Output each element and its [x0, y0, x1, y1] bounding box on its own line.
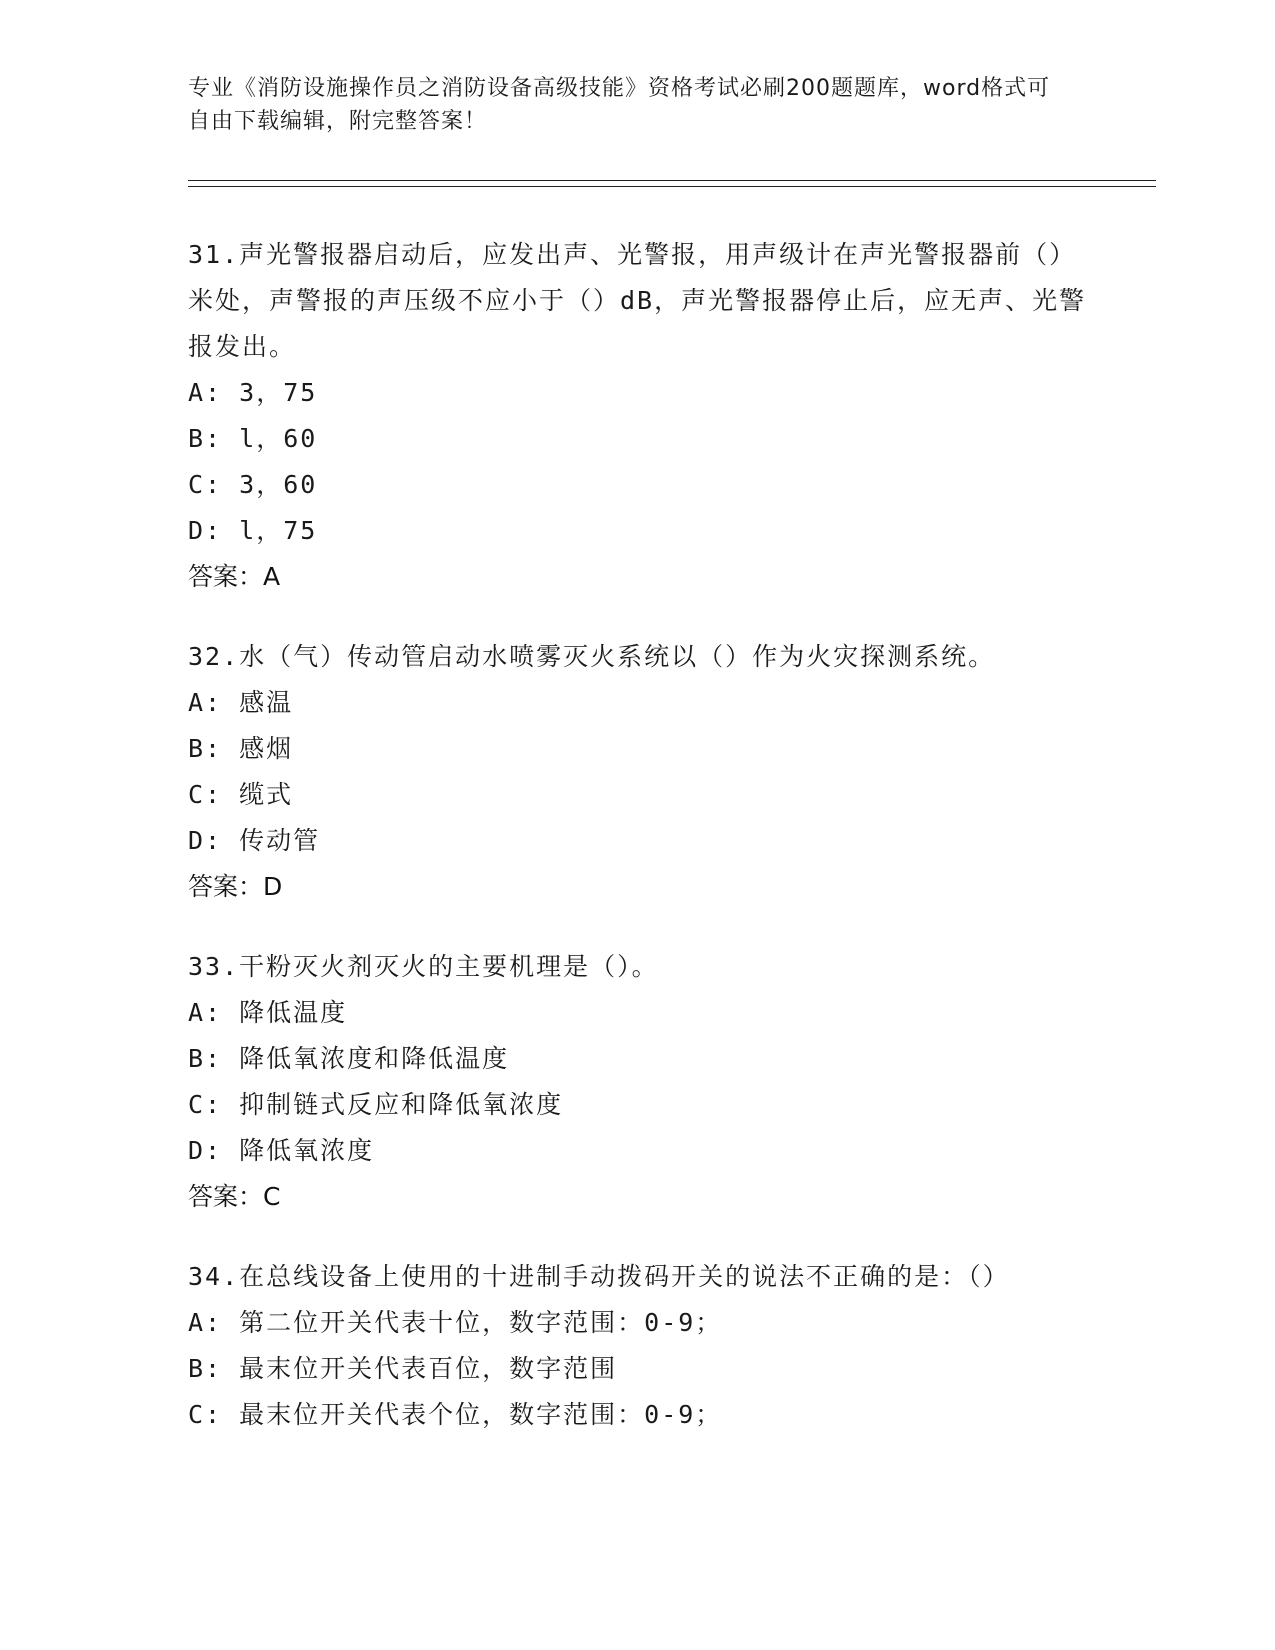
header-divider: [188, 180, 1156, 187]
option-d: D: l，75: [188, 516, 318, 545]
option-a: A: 第二位开关代表十位，数字范围：0-9；: [188, 1308, 723, 1337]
answer-line: 答案：D: [188, 872, 283, 901]
document-header: [188, 72, 1068, 138]
question-33: [188, 944, 1088, 1220]
option-c: C: 最末位开关代表个位，数字范围：0-9；: [188, 1400, 723, 1429]
option-b: B: l，60: [188, 424, 318, 453]
option-b: B: 感烟: [188, 734, 294, 763]
option-c: C: 3，60: [188, 470, 318, 499]
question-31: [188, 232, 1088, 600]
option-d: D: 传动管: [188, 826, 321, 855]
option-a: A: 3，75: [188, 378, 318, 407]
question-stem: 31.声光警报器启动后，应发出声、光警报，用声级计在声光警报器前（）米处，声警报的声压级不应小于（）dB，声光警报器停止后，应无声、光警报发出。: [188, 240, 1087, 361]
option-a: A: 降低温度: [188, 998, 348, 1027]
question-list: [188, 232, 1088, 1472]
option-d: D: 降低氧浓度: [188, 1136, 375, 1165]
question-stem: 32.水（气）传动管启动水喷雾灭火系统以（）作为火灾探测系统。: [188, 642, 996, 671]
question-stem: 33.干粉灭火剂灭火的主要机理是（）。: [188, 952, 659, 981]
option-c: C: 抑制链式反应和降低氧浓度: [188, 1090, 564, 1119]
answer-line: 答案：C: [188, 1182, 281, 1211]
option-b: B: 降低氧浓度和降低温度: [188, 1044, 510, 1073]
question-34: [188, 1254, 1088, 1438]
question-stem: 34.在总线设备上使用的十进制手动拨码开关的说法不正确的是：（）: [188, 1262, 1010, 1291]
question-32: [188, 634, 1088, 910]
option-b: B: 最末位开关代表百位，数字范围: [188, 1354, 618, 1383]
option-a: A: 感温: [188, 688, 294, 717]
answer-line: 答案：A: [188, 562, 281, 591]
option-c: C: 缆式: [188, 780, 294, 809]
header-text: 专业《消防设施操作员之消防设备高级技能》资格考试必刷200题题库，word格式可自由下载编辑，附完整答案！: [188, 76, 1051, 134]
